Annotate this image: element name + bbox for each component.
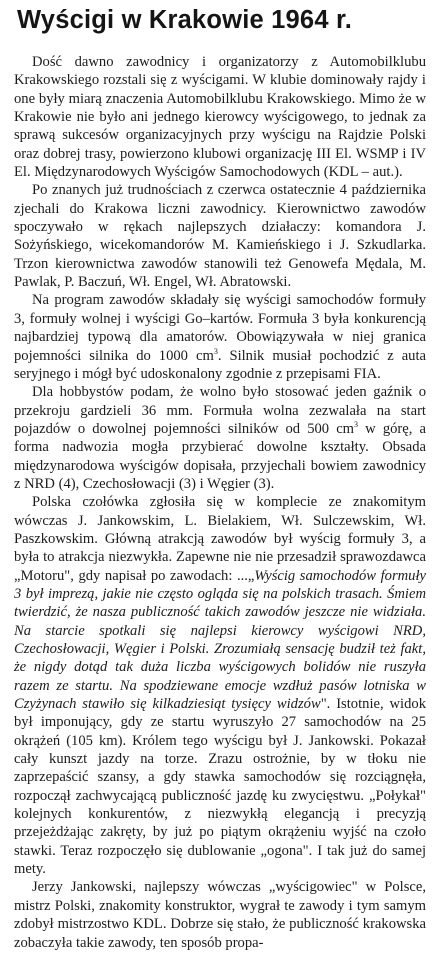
- article-body: [14, 53, 426, 952]
- paragraph-4-text-start: Dla hobbystów podam, że wolno było stosować jeden gaźnik o przekroju gardzieli 36 mm. Formuła wolna zezwalała na start pojazdów o dowolnej pojemności silników od 500 cm: [14, 384, 426, 437]
- paragraph-4: [14, 383, 426, 493]
- paragraph-2-text: Po znanych już trudnościach z czerwca ostatecznie 4 października zjechali do Krakowa liczni zawodnicy. Kierownictwo zawodów spoczywało w rękach najlepszych działaczy: komandora J. Sożyńskiego, wicekomandorów M. Kamieńskiego i J. Szkudlarka. Trzon kierownictwa zawodów stanowili też Genowefa Mędala, M. Pawlak, P. Baczuń, Wł. Engel, Wł. Abratowski.: [14, 182, 426, 291]
- paragraph-5: [14, 493, 426, 878]
- cubic-superscript: 3: [354, 420, 359, 430]
- article-title: Wyścigi w Krakowie 1964 r.: [17, 6, 352, 34]
- paragraph-2: [14, 181, 426, 291]
- paragraph-4-text-end: w górę, a forma nadwozia mogła przybierać dowolne kształty. Obsada międzynarodowa wyścigów dopisała, przyjechali bowiem zawodnicy z NRD (4), Czechosłowacji (3) i Węgier (3).: [14, 420, 426, 492]
- paragraph-6-text: Jerzy Jankowski, najlepszy wówczas „wyścigowiec" w Polsce, mistrz Polski, znakomity konstruktor, wygrał te zawody i tym samym zdobył mistrzostwo KDL. Dobrze się stało, że publiczność krakowska zobaczyła takie zawody, ten sposób propa-: [14, 879, 426, 951]
- motor-quote: Wyścig samochodów formuły 3 był imprezą, jakie nie często ogląda się na polskich trasach. Śmiem twierdzić, że nasza publiczność takich zawodów jeszcze nie widziała. Na starcie spotkali się najlepsi kierowcy wyścigowi NRD, Czechosłowacji, Węgier i Polski. Zrozumiałą sensację budził też fakt, że nigdy dotąd tak duża liczba wyścigowych bolidów nie ruszyła razem ze startu. Na spodziewane emocje wzdłuż pasów lotniska w Czyżynach stawiło się kilkadziesiąt tysięcy widzów: [14, 567, 426, 713]
- paragraph-3: [14, 291, 426, 383]
- paragraph-1-text: Dość dawno zawodnicy i organizatorzy z Automobilklubu Krakowskiego rozstali się z wyścigami. W klubie dominowały rajdy i one były miarą znaczenia Automobilklubu Krakowskiego. Mimo że w Krakowie nie było ani jednego kierowcy wyścigowego, to jednak za sprawą sukcesów organizacyjnych przy wyścigu na Rajdzie Polski oraz dobrej trasy, powierzono klubowi organizację III El. WSMP i IV El. Międzynarodowych Wyścigów Samochodowych (KDL – aut.).: [14, 54, 426, 181]
- paragraph-3-text-start: Na program zawodów składały się wyścigi samochodów formuły 3, formuły wolnej i wyścigi Go–kartów. Formuła 3 była konkurencją najbardziej typową dla amatorów. Obowiązywała w niej granica pojemności silnika do 1000 cm: [14, 292, 426, 364]
- paragraph-6: [14, 878, 426, 951]
- paragraph-5-text-end: ". Istotnie, widok był imponujący, gdy ze startu wyruszyło 27 samochodów na 25 okrążeń (105 km). Królem tego wyścigu był J. Jankowski. Pokazał cały kunszt jazdy na torze. Zrazu ostrożnie, by w tłoku nie zaprzepaścić szansy, a gdy stawka samochodów się rozciągnęła, rozpoczął zachwycającą publiczność jazdę ku zwycięstwu. „Połykał" kolejnych konkurentów, z niezwykłą elegancją i precyzją przejeżdżając zakręty, by już po piątym okrążeniu wyjść na czoło stawki. Teraz rozpoczęło się dublowanie „ogona". I tak już do samej mety.: [14, 696, 426, 878]
- paragraph-5-text-start: Polska czołówka zgłosiła się w komplecie ze znakomitym wówczas J. Jankowskim, L. Bielakiem, Wł. Sulczewskim, Wł. Paszkowskim. Główną atrakcją zawodów był wyścig formuły 3, a była to atrakcja niezwykła. Zapewne nie nie przesadził sprawozdawca „Motoru", gdy napisał po zawodach: ...„: [14, 494, 426, 584]
- cubic-superscript: 3: [213, 346, 218, 356]
- paragraph-3-text-end: . Silnik musiał pochodzić z auta seryjnego i mógł być udoskonalony zgodnie z przepisami FIA.: [14, 347, 426, 382]
- paragraph-1: [14, 53, 426, 181]
